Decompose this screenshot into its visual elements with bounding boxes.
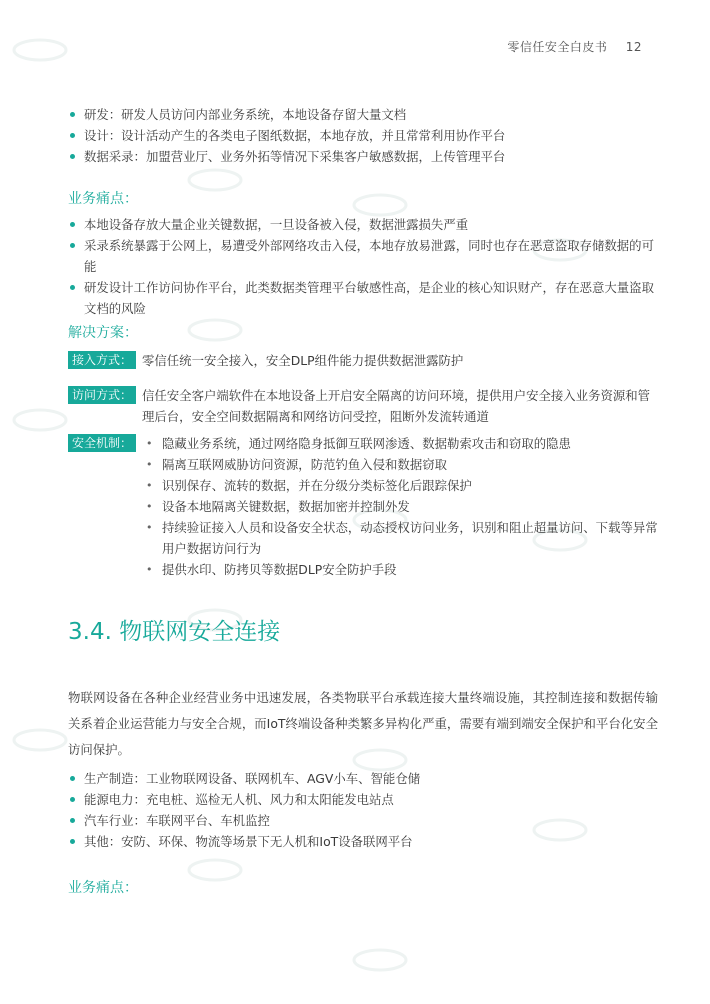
access-tag: 接入方式： xyxy=(68,351,136,369)
page-number: 12 xyxy=(625,40,642,54)
list-item: 其他：安防、环保、物流等场景下无人机和IoT设备联网平台 xyxy=(68,831,658,852)
list-item: 设计：设计活动产生的各类电子图纸数据，本地存放，并且常常利用协作平台 xyxy=(68,125,658,146)
solution-heading: 解决方案： xyxy=(68,325,138,341)
section-paragraph: 物联网设备在各种企业经营业务中迅速发展，各类物联平台承载连接大量终端设施，其控制连接和数据传输关系着企业运营能力与安全合规，而IoT终端设备种类繁多异构化严重，需要有端到端安全保护和平台化安全访问保护。 xyxy=(68,690,658,757)
header-title: 零信任安全白皮书 xyxy=(507,40,608,54)
list-item: • 隔离互联网威胁访问资源，防范钓鱼入侵和数据窃取 xyxy=(142,454,658,475)
list-item: • 提供水印、防拷贝等数据DLP安全防护手段 xyxy=(142,559,658,580)
list-item: 研发：研发人员访问内部业务系统，本地设备存留大量文档 xyxy=(68,104,658,125)
security-tag: 安全机制： xyxy=(68,434,136,452)
solution-security xyxy=(68,433,658,580)
list-item: 数据采录：加盟营业厅、业务外拓等情况下采集客户敏感数据，上传管理平台 xyxy=(68,146,658,167)
list-item: 生产制造：工业物联网设备、联网机车、AGV小车、智能仓储 xyxy=(68,768,658,789)
section-title: 3.4. 物联网安全连接 xyxy=(68,619,281,645)
list-item: 能源电力：充电桩、巡检无人机、风力和太阳能发电站点 xyxy=(68,789,658,810)
solution-visit xyxy=(68,385,658,427)
list-item: 汽车行业：车联网平台、车机监控 xyxy=(68,810,658,831)
list-item: 本地设备存放大量企业关键数据，一旦设备被入侵，数据泄露损失严重 xyxy=(68,214,658,235)
pain-list xyxy=(68,214,658,319)
access-text: 零信任统一安全接入，安全DLP组件能力提供数据泄露防护 xyxy=(142,353,464,368)
section-list xyxy=(68,768,658,852)
section-pain-heading: 业务痛点： xyxy=(68,880,138,896)
solution-access xyxy=(68,350,658,371)
security-list xyxy=(142,433,658,580)
list-item: • 设备本地隔离关键数据，数据加密并控制外发 xyxy=(142,496,658,517)
list-item: • 持续验证接入人员和设备安全状态，动态授权访问业务，识别和阻止超量访问、下载等异常用户数据访问行为 xyxy=(142,517,658,559)
list-item: 研发设计工作访问协作平台，此类数据类管理平台敏感性高，是企业的核心知识财产，存在恶意大量盗取文档的风险 xyxy=(68,277,658,319)
visit-text: 信任安全客户端软件在本地设备上开启安全隔离的访问环境，提供用户安全接入业务资源和管理后台，安全空间数据隔离和网络访问受控，阻断外发流转通道 xyxy=(142,388,651,424)
list-item: 采录系统暴露于公网上，易遭受外部网络攻击入侵，本地存放易泄露，同时也存在恶意盗取存储数据的可能 xyxy=(68,235,658,277)
list-item: • 识别保存、流转的数据，并在分级分类标签化后跟踪保护 xyxy=(142,475,658,496)
list-item: • 隐藏业务系统，通过网络隐身抵御互联网渗透、数据勒索攻击和窃取的隐患 xyxy=(142,433,658,454)
visit-tag: 访问方式： xyxy=(68,386,136,404)
top-list xyxy=(68,104,658,167)
page-header xyxy=(507,38,642,55)
pain-heading: 业务痛点： xyxy=(68,191,138,207)
